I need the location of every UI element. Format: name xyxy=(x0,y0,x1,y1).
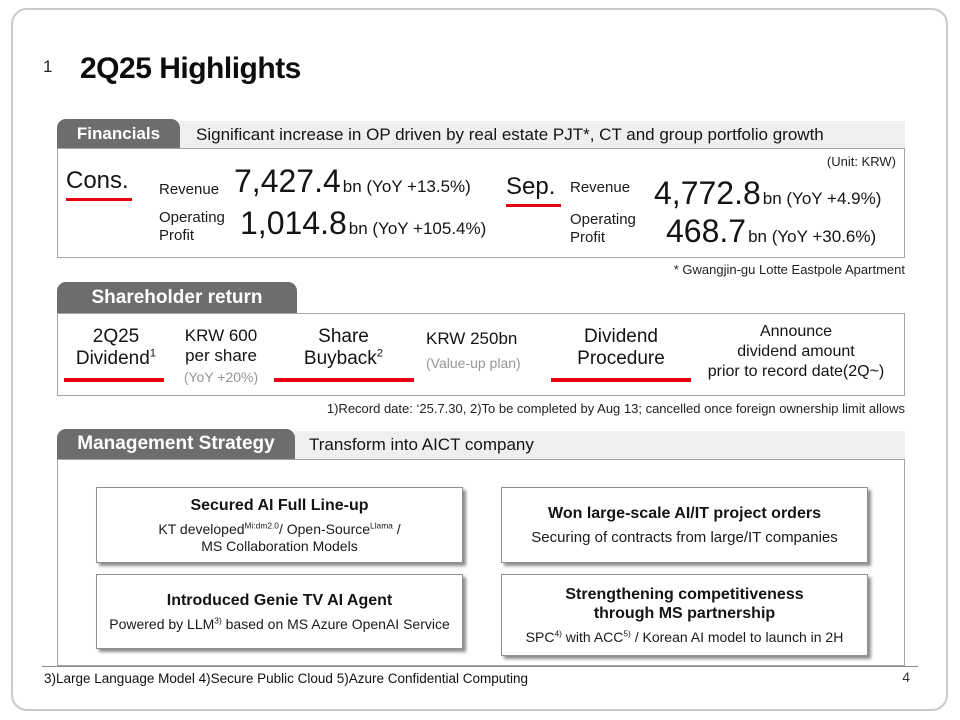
buyback-underline xyxy=(274,378,414,382)
strategy-box-project-orders xyxy=(501,487,868,563)
financials-panel xyxy=(57,148,905,258)
strategy-footnote: 3)Large Language Model 4)Secure Public Cloud 5)Azure Confidential Computing xyxy=(44,671,529,686)
dividend-yoy-note: (YoY +20%) xyxy=(183,369,259,385)
procedure-item xyxy=(556,326,686,370)
dividend-footref: 1 xyxy=(149,347,157,360)
cons-label: Cons. xyxy=(66,167,129,194)
dividend-amount-line1: KRW 600 xyxy=(184,326,258,345)
ms-partnership-title-line1: Strengthening competitiveness xyxy=(565,585,804,603)
cons-revenue-yoy: bn (YoY +13.5%) xyxy=(342,177,471,196)
strategy-box-ms-partnership xyxy=(501,574,868,656)
ai-lineup-text2: / Open-Source xyxy=(278,520,371,537)
procedure-underline xyxy=(551,378,691,382)
genie-tv-sup-llm: 3) xyxy=(214,614,222,625)
ai-lineup-title: Secured AI Full Line-up xyxy=(190,496,369,514)
sep-revenue-label: Revenue xyxy=(570,179,631,196)
cons-op-number: 1,014.8 xyxy=(240,205,347,241)
project-orders-title: Won large-scale AI/IT project orders xyxy=(548,505,821,522)
strategy-box-genie-tv xyxy=(96,574,463,649)
cons-revenue-value xyxy=(234,163,471,200)
ai-lineup-text3: / xyxy=(392,520,401,537)
strategy-headline: Transform into AICT company xyxy=(295,431,905,459)
ms-partnership-text3: / Korean AI model to launch in 2H xyxy=(630,628,844,645)
ms-partnership-body xyxy=(526,629,844,646)
procedure-line1: Dividend xyxy=(584,326,658,347)
ms-partnership-title xyxy=(565,585,803,623)
financials-headline: Significant increase in OP driven by real estate PJT*, CT and group portfolio growth xyxy=(180,121,905,148)
genie-tv-text1: Powered by LLM xyxy=(109,615,215,632)
cons-revenue-label: Revenue xyxy=(159,181,220,198)
sep-op-label: Operating Profit xyxy=(570,211,636,246)
cons-underline xyxy=(66,198,132,201)
strategy-panel xyxy=(57,459,905,666)
footer-divider xyxy=(42,666,918,667)
project-orders-body: Securing of contracts from large/IT companies xyxy=(531,529,838,546)
strategy-tab: Management Strategy xyxy=(57,429,295,459)
cons-op-value xyxy=(240,205,486,242)
financials-footnote: * Gwangjin-gu Lotte Eastpole Apartment xyxy=(673,262,905,277)
sep-revenue-number: 4,772.8 xyxy=(654,175,761,211)
ai-lineup-text1: KT developed xyxy=(158,520,245,537)
announce-line2: dividend amount xyxy=(737,343,855,360)
sep-op-number: 468.7 xyxy=(666,213,747,249)
announce-line3: prior to record date(2Q~) xyxy=(707,363,885,380)
dividend-amount-line2: per share xyxy=(185,346,257,365)
ai-lineup-sup-midm: Mi:dm2.0 xyxy=(244,519,279,530)
shareholder-footnote: 1)Record date: ‘25.7.30, 2)To be completed by Aug 13; cancelled once foreign ownership limit allows xyxy=(326,401,905,416)
ms-partnership-sup-acc: 5) xyxy=(623,627,631,638)
genie-tv-body xyxy=(109,616,450,633)
cons-op-yoy: bn (YoY +105.4%) xyxy=(348,219,487,238)
shareholder-panel xyxy=(57,313,905,396)
ai-lineup-sup-llama: Llama xyxy=(370,519,393,530)
buyback-item xyxy=(286,326,401,370)
sep-label: Sep. xyxy=(506,173,556,200)
procedure-detail-item xyxy=(688,322,904,382)
cons-revenue-number: 7,427.4 xyxy=(234,163,341,199)
dividend-line1: 2Q25 xyxy=(92,326,140,347)
ms-partnership-sup-spc: 4) xyxy=(554,627,562,638)
sep-revenue-value xyxy=(654,175,881,212)
buyback-footref: 2 xyxy=(376,347,384,360)
genie-tv-title: Introduced Genie TV AI Agent xyxy=(166,591,393,609)
ai-lineup-body xyxy=(158,521,400,555)
shareholder-tab: Shareholder return xyxy=(57,282,297,313)
buyback-amount: KRW 250bn xyxy=(426,329,518,348)
sep-revenue-yoy: bn (YoY +4.9%) xyxy=(762,189,882,208)
buyback-detail-item xyxy=(426,329,521,371)
sep-underline xyxy=(506,204,561,207)
ms-partnership-title-line2: through MS partnership xyxy=(593,604,776,622)
ai-lineup-text4: MS Collaboration Models xyxy=(201,537,358,554)
dividend-underline xyxy=(64,378,164,382)
buyback-line1: Share xyxy=(318,326,369,347)
dividend-line2: Dividend xyxy=(75,348,150,369)
page-number: 4 xyxy=(902,669,910,685)
buyback-line2: Buyback xyxy=(303,348,377,369)
cons-op-label: Operating Profit xyxy=(159,209,225,244)
slide-corner-number: 1 xyxy=(43,57,53,76)
sep-op-yoy: bn (YoY +30.6%) xyxy=(748,227,877,246)
announce-line1: Announce xyxy=(759,323,833,340)
procedure-line2: Procedure xyxy=(577,348,665,369)
dividend-detail-item xyxy=(170,326,272,385)
sep-op-value xyxy=(666,213,876,250)
financials-tab: Financials xyxy=(57,119,180,148)
ms-partnership-text1: SPC xyxy=(525,628,555,645)
ms-partnership-text2: with ACC xyxy=(561,628,624,645)
genie-tv-text2: based on MS Azure OpenAI Service xyxy=(221,615,450,632)
buyback-plan-note: (Value-up plan) xyxy=(426,355,521,371)
dividend-item xyxy=(68,326,164,370)
page-title: 2Q25 Highlights xyxy=(80,52,301,85)
unit-note: (Unit: KRW) xyxy=(826,154,896,169)
strategy-box-ai-lineup xyxy=(96,487,463,563)
